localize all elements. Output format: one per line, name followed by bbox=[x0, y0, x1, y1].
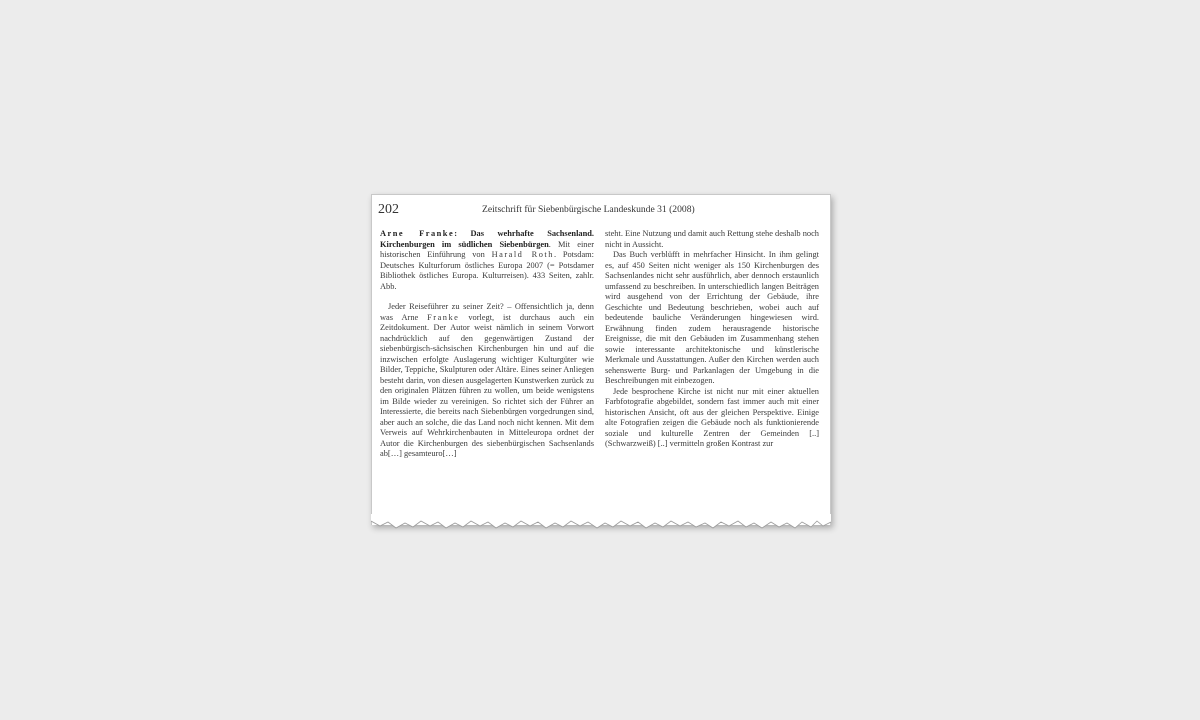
right-paragraph-2: Das Buch verblüfft in mehrfacher Hinsicht. In ihm gelingt es, auf 450 Seiten nicht weniger als 150 Kirchenburgen des Sachsenlandes nicht sehr ausführlich, aber dennoch erstaunlich umfassend zu beschreiben. In unterschiedlich langen Beiträgen wird ausgehend von der Errichtung der Gebäude, ihre Geschichte und Bedeutung beschrieben, wobei auch auf bedeutende bauliche Veränderungen hingewiesen wird. Erwähnung finden zudem herausragende historische Ereignisse, die mit den Gebäuden im Zusammenhang stehen sowie interessante architektonische und künstlerische Merkmale und Ausstattungen. Außer den Kirchen werden auch sehenswerte Burg- und Parkanlagen der Umgebung in die Beschreibungen mit einbezogen. bbox=[605, 250, 819, 385]
journal-title: Zeitschrift für Siebenbürgische Landeskunde 31 (2008) bbox=[482, 204, 695, 215]
right-column bbox=[605, 229, 819, 450]
right-paragraph-3: Jede besprochene Kirche ist nicht nur mit einer aktuellen Farbfotografie abgebildet, sondern fast immer auch mit einer historischen Ansicht, oft aus der gleichen Perspektive. Einige alte Fotografien zeigen die Gebäude noch als funktionierende soziale und kulturelle Zentren der Gemeinden [..] (Schwarzweiß) [..] vermitteln großen Kontrast zur bbox=[605, 386, 819, 448]
document-page bbox=[371, 194, 831, 525]
right-paragraph-1: steht. Eine Nutzung und damit auch Rettung stehe deshalb noch nicht in Aussicht. bbox=[605, 229, 819, 249]
review-citation bbox=[380, 229, 594, 292]
running-header bbox=[378, 201, 822, 219]
torn-page-edge bbox=[371, 514, 831, 532]
citation-lead: . Mit einer historischen Einführung von bbox=[380, 239, 594, 259]
citation-tail: . Potsdam: Deutsches Kulturforum östliches Europa 2007 (= Potsdamer Bibliothek östliches Europa. Kulturreisen). 433 Seiten, zahlr. Abb. bbox=[380, 250, 594, 291]
page-number: 202 bbox=[378, 202, 399, 217]
review-author: Arne Franke: Das wehrhafte Sachsenland. Kirchenburgen im südlichen Siebenbürgen bbox=[380, 229, 594, 249]
left-column bbox=[380, 229, 594, 460]
left-paragraph: Jeder Reiseführer zu seiner Zeit? – Offensichtlich ja, denn was Arne Franke vorlegt, ist durchaus auch ein Zeitdokument. Der Autor weist nämlich in seinem Vorwort nachdrücklich auf den gegenwärtigen Zustand der siebenbürgisch-sächsischen Kirchenburgen hin und auf die inzwischen erfolgte Auslagerung wichtiger Kulturgüter wie Bilder, Teppiche, Skulpturen oder Altäre. Eines seiner Anliegen besteht darin, von diesen ausgelagerten Kunstwerken zurück zu den originalen Plätzen führen zu wollen, um beide wenigstens im Bilde wieder zu vereinigen. So richtet sich der Führer an Interessierte, die bereits nach Siebenbürgen vorgedrungen sind, aber auch an solche, die das Land noch nicht kennen. Mit dem Verweis auf Wehrkirchenbauten in Mitteleuropa ordnet der Autor die Kirchenburgen des siebenbürgischen Sachsenlands ab[…] gesamteuro[…] bbox=[380, 302, 594, 458]
intro-author: Harald Roth bbox=[491, 250, 554, 259]
